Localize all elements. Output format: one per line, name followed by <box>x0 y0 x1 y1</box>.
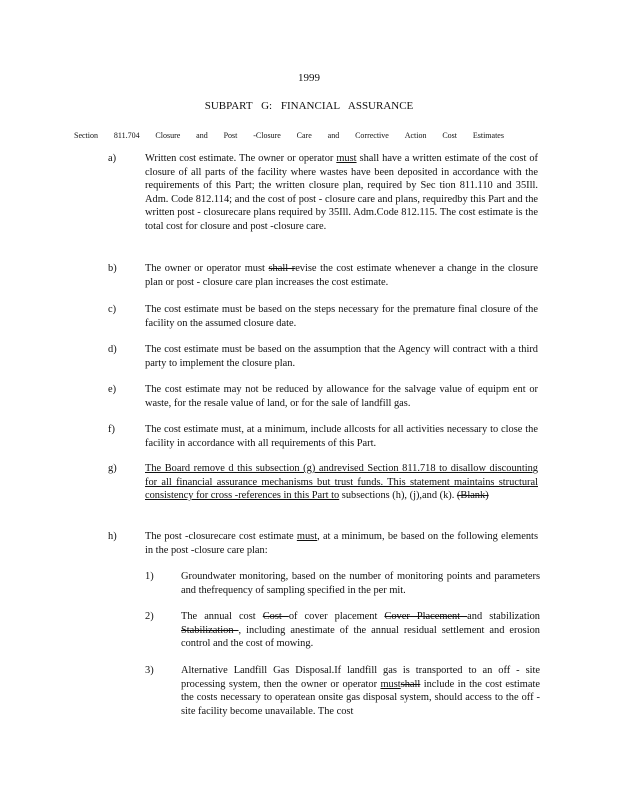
section-heading-word: -Closure <box>253 131 281 140</box>
subsection-text: The cost estimate may not be reduced by allowance for the salvage value of equipm ent or waste, for the resale value of land, or for the sale of landfill gas. <box>145 384 538 409</box>
inserted-text: must <box>380 678 401 690</box>
subsection-f <box>108 423 538 450</box>
paragraph-label: 3) <box>145 665 154 676</box>
subsection-text <box>145 462 538 503</box>
subsection-label: c) <box>108 304 117 315</box>
section-heading-word: Post <box>223 131 238 140</box>
text-run: and stabilization <box>467 611 541 622</box>
text-run: include in the cost estimate the costs necessary to operatean onsite gas disposal system, should access to the off -site facility become unavailable. The cost <box>181 678 540 717</box>
subsection-text: The cost estimate must be based on the assumption that the Agency will contract with a third party to implement the closure plan. <box>145 344 538 369</box>
subsection-label: b) <box>108 263 117 274</box>
paragraph-h2 <box>145 610 540 651</box>
section-heading-word: Action <box>404 131 427 140</box>
subsection-a <box>108 152 538 234</box>
subsection-text: The cost estimate must be based on the steps necessary for the premature final closure of the facility on the assumed closure date. <box>145 304 538 329</box>
subsection-label: d) <box>108 344 117 355</box>
deleted-text: shall r <box>268 263 296 274</box>
page-year: 1999 <box>298 72 320 84</box>
text-run: evise the cost estimate whenever a change in the closure plan or post - closure care plan increases the cost estimate. <box>145 263 539 288</box>
deleted-text: (Blank) <box>456 490 489 502</box>
subsection-h <box>108 530 538 557</box>
text-run: Written cost estimate. The owner or operator <box>145 153 337 164</box>
text-run: , including anestimate of the annual residual settlement and erosion control and the cost of mowing. <box>181 624 541 650</box>
subsection-d <box>108 343 538 370</box>
subsection-text <box>145 262 538 289</box>
deleted-text: Stabilization <box>181 624 239 636</box>
paragraph-text <box>181 664 540 718</box>
paragraph-text: Groundwater monitoring, based on the number of monitoring points and parameters and thefrequency of sampling specified in the per mit. <box>181 571 540 596</box>
deleted-text: Cover Placement <box>384 611 468 622</box>
section-heading-word: 811.704 <box>113 131 140 140</box>
text-run: , at a minimum, be based on the following elements in the post -closure care plan: <box>145 531 538 556</box>
section-heading-word: and <box>196 131 208 140</box>
deleted-text: shall <box>400 678 421 690</box>
subsection-c <box>108 303 538 330</box>
section-heading-word: Care <box>296 131 312 140</box>
subsection-label: h) <box>108 531 117 542</box>
subsection-text <box>145 152 538 234</box>
paragraph-label: 1) <box>145 571 154 582</box>
section-heading-word: Closure <box>155 131 181 140</box>
text-run: shall have a written estimate of the cost of closure of all parts of the facility where wastes have been deposited in accordance with the requirements of this Part; the written closure plan, required by Sec tion 811.110 and 35Ill. Adm. Code 812.114; and the cost of post - closure care and plans, requiredby this Part and the written post - closurecare plans required by 35Ill. Adm.Code 812.115. The cost estimate is the total cost for closure and post -closure care. <box>145 153 538 232</box>
inserted-text: The Board remove d this subsection (g) andrevised Section 811.718 to disallow discounting for all financial assurance mechanisms but trust funds. This statement maintains structural consistency for cross -references in this Part to <box>145 463 538 502</box>
subsection-g <box>108 462 538 503</box>
subsection-label: g) <box>108 463 117 474</box>
paragraph-h1 <box>145 570 540 597</box>
text-run: of cover placement <box>288 611 385 622</box>
section-heading-word: Cost <box>442 131 457 140</box>
section-heading-word: Corrective <box>355 131 389 140</box>
inserted-text: must <box>296 531 318 542</box>
section-heading-word: Section <box>74 131 98 140</box>
section-heading-word: Estimates <box>472 131 504 140</box>
subsection-e <box>108 383 538 410</box>
text-run: The annual cost <box>181 611 263 622</box>
subsection-label: e) <box>108 384 117 395</box>
subpart-title: SUBPART G: FINANCIAL ASSURANCE <box>204 100 414 112</box>
section-heading <box>74 129 504 143</box>
deleted-text: Cost <box>262 611 289 622</box>
text-run: The post -closurecare cost estimate <box>145 531 297 542</box>
subsection-label: f) <box>108 424 115 435</box>
paragraph-h3 <box>145 664 540 718</box>
paragraph-text <box>181 610 540 651</box>
section-heading-word: and <box>327 131 340 140</box>
subsection-text <box>145 530 538 557</box>
subsection-b <box>108 262 538 289</box>
text-run: The owner or operator must <box>145 263 269 274</box>
paragraph-label: 2) <box>145 611 154 622</box>
text-run: Alternative Landfill Gas Disposal.If landfill gas is transported to an off - site processing system, then the owner or operator <box>181 665 540 690</box>
subsection-text: The cost estimate must, at a minimum, include allcosts for all activities necessary to close the facility in accordance with all requirements of this Part. <box>145 424 538 449</box>
inserted-text: must <box>336 153 357 164</box>
text-run: subsections (h), (j),and (k). <box>339 490 457 502</box>
subsection-label: a) <box>108 153 117 164</box>
